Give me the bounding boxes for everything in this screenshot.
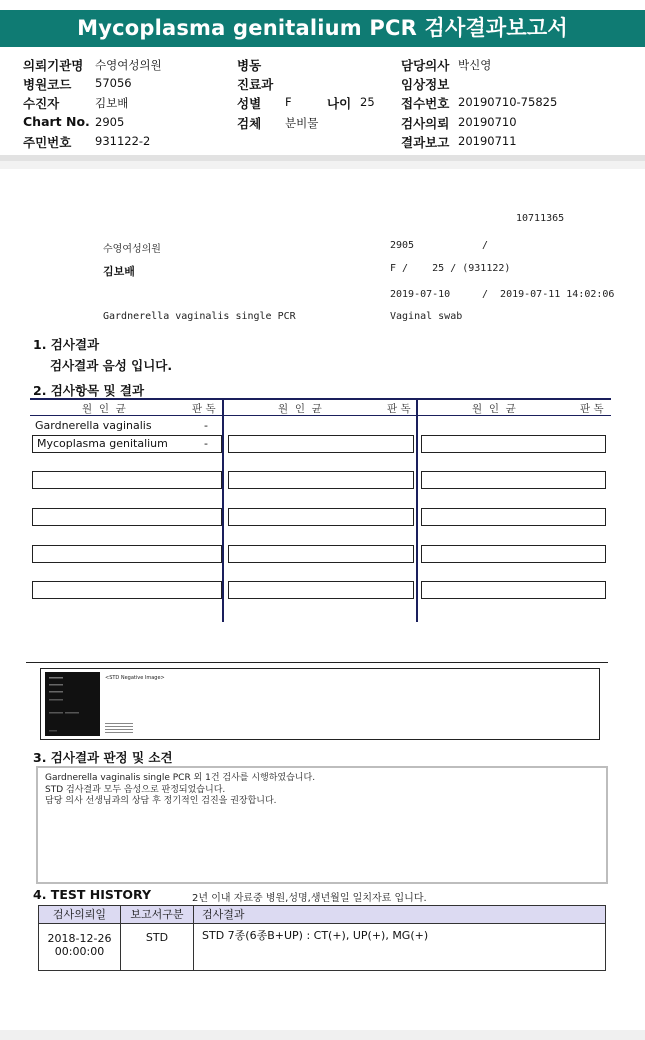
value-requesting-clinic: 수영여성의원 bbox=[95, 58, 162, 72]
table-row bbox=[32, 435, 222, 453]
history-header-result: 검사결과 bbox=[193, 905, 606, 924]
label-specimen: 검체 bbox=[237, 116, 262, 131]
section2-title: 2. 검사항목 및 결과 bbox=[33, 383, 145, 398]
printout-specimen: Vaginal swab bbox=[390, 311, 463, 322]
empty-result-cell bbox=[228, 581, 414, 599]
printout-sex-age: F / 25 / (931122) bbox=[390, 263, 511, 274]
empty-result-cell bbox=[421, 435, 606, 453]
col-header-pathogen-3: 원 인 균 bbox=[472, 403, 516, 415]
empty-result-cell bbox=[228, 435, 414, 453]
col-header-judgment-1: 판 독 bbox=[192, 403, 216, 415]
label-ward: 병동 bbox=[237, 58, 262, 73]
label-age: 나이 bbox=[327, 96, 352, 111]
label-request-date: 검사의뢰 bbox=[401, 116, 450, 131]
value-doctor: 박신영 bbox=[458, 58, 492, 72]
page-footer-band bbox=[0, 1030, 645, 1040]
empty-result-cell bbox=[228, 545, 414, 563]
value-hospital-code: 57056 bbox=[95, 76, 132, 90]
empty-result-cell bbox=[228, 508, 414, 526]
value-receipt-no: 20190710-75825 bbox=[458, 95, 558, 109]
row-judgment: - bbox=[204, 419, 208, 432]
gel-image bbox=[45, 672, 100, 736]
findings-text bbox=[45, 773, 315, 808]
value-specimen: 분비물 bbox=[285, 116, 319, 130]
result-table-header-rule bbox=[30, 415, 611, 416]
section1-result: 검사결과 음성 입니다. bbox=[50, 358, 173, 373]
row-pathogen: Mycoplasma genitalium bbox=[37, 437, 168, 450]
empty-result-cell bbox=[32, 471, 222, 489]
printout-date-report: / 2019-07-11 14:02:06 bbox=[482, 289, 615, 300]
history-header-date: 검사의뢰일 bbox=[38, 905, 121, 924]
findings-box bbox=[36, 766, 608, 884]
gel-image-frame bbox=[40, 668, 600, 740]
findings-line: 담당 의사 선생님과의 상담 후 정기적인 검진을 권장합니다. bbox=[45, 796, 277, 806]
empty-result-cell bbox=[421, 508, 606, 526]
row-pathogen: Gardnerella vaginalis bbox=[35, 419, 152, 432]
gel-top-rule bbox=[26, 662, 608, 663]
history-header-type: 보고서구분 bbox=[120, 905, 194, 924]
result-table-divider-1 bbox=[222, 398, 224, 622]
value-resident-no: 931122-2 bbox=[95, 134, 151, 148]
printout-clinic: 수영여성의원 bbox=[103, 244, 161, 255]
col-header-pathogen-1: 원 인 균 bbox=[82, 403, 126, 415]
history-type: STD bbox=[120, 923, 194, 971]
label-chart-no: Chart No. bbox=[23, 114, 90, 129]
report-title: Mycoplasma genitalium PCR 검사결과보고서 bbox=[0, 10, 645, 47]
printout-slash: / bbox=[482, 240, 489, 251]
value-request-date: 20190710 bbox=[458, 115, 517, 129]
result-table-top-rule bbox=[30, 398, 611, 400]
printout-test-name: Gardnerella vaginalis single PCR bbox=[103, 311, 296, 322]
history-cell-date bbox=[38, 923, 121, 971]
empty-result-cell bbox=[421, 581, 606, 599]
col-header-judgment-2: 판 독 bbox=[387, 403, 411, 415]
printout-date-received: 2019-07-10 bbox=[390, 289, 451, 300]
label-clinical-info: 임상정보 bbox=[401, 77, 450, 92]
history-note: 2년 이내 자료중 병원,성명,생년월일 일치자료 입니다. bbox=[192, 893, 427, 904]
label-department: 진료과 bbox=[237, 77, 274, 92]
label-receipt-no: 접수번호 bbox=[401, 96, 450, 111]
header-info bbox=[0, 52, 645, 152]
header-divider-shadow bbox=[0, 161, 645, 169]
value-sex: F bbox=[285, 95, 292, 109]
history-time: 00:00:00 bbox=[54, 945, 105, 958]
history-date: 2018-12-26 bbox=[47, 932, 112, 945]
findings-line: STD 검사결과 모두 음성으로 판정되었습니다. bbox=[45, 784, 226, 795]
value-report-date: 20190711 bbox=[458, 134, 517, 148]
value-chart-no: 2905 bbox=[95, 115, 125, 129]
label-requesting-clinic: 의뢰기관명 bbox=[23, 58, 84, 73]
printout-block bbox=[0, 205, 645, 330]
empty-result-cell bbox=[32, 508, 222, 526]
label-patient: 수진자 bbox=[23, 96, 60, 111]
label-doctor: 담당의사 bbox=[401, 58, 450, 73]
value-patient: 김보배 bbox=[95, 96, 129, 110]
empty-result-cell bbox=[421, 471, 606, 489]
history-result: STD 7종(6종B+UP) : CT(+), UP(+), MG(+) bbox=[193, 923, 606, 971]
col-header-pathogen-2: 원 인 균 bbox=[278, 403, 322, 415]
empty-result-cell bbox=[228, 471, 414, 489]
section1-title: 1. 검사결과 bbox=[33, 337, 100, 352]
gel-bands-icon bbox=[45, 672, 100, 736]
section3-title: 3. 검사결과 판정 및 소견 bbox=[33, 750, 173, 765]
empty-result-cell bbox=[421, 545, 606, 563]
result-table-divider-2 bbox=[416, 398, 418, 622]
label-resident-no: 주민번호 bbox=[23, 135, 72, 150]
table-row bbox=[32, 418, 220, 434]
empty-result-cell bbox=[32, 545, 222, 563]
label-hospital-code: 병원코드 bbox=[23, 77, 72, 92]
col-header-judgment-3: 판 독 bbox=[580, 403, 604, 415]
gel-caption: <STD Negative Image> bbox=[105, 675, 165, 681]
printout-chart: 2905 bbox=[390, 240, 415, 251]
row-judgment: - bbox=[204, 437, 208, 450]
empty-result-cell bbox=[32, 581, 222, 599]
label-report-date: 결과보고 bbox=[401, 135, 450, 150]
findings-line: Gardnerella vaginalis single PCR 외 1건 검사를 시행하였습니다. bbox=[45, 773, 316, 783]
section4-title: 4. TEST HISTORY bbox=[33, 887, 152, 902]
printout-code: 10711365 bbox=[516, 213, 565, 224]
gel-legend bbox=[105, 721, 145, 735]
label-sex: 성별 bbox=[237, 96, 262, 111]
printout-patient: 김보배 bbox=[103, 265, 135, 278]
value-age: 25 bbox=[360, 95, 375, 109]
